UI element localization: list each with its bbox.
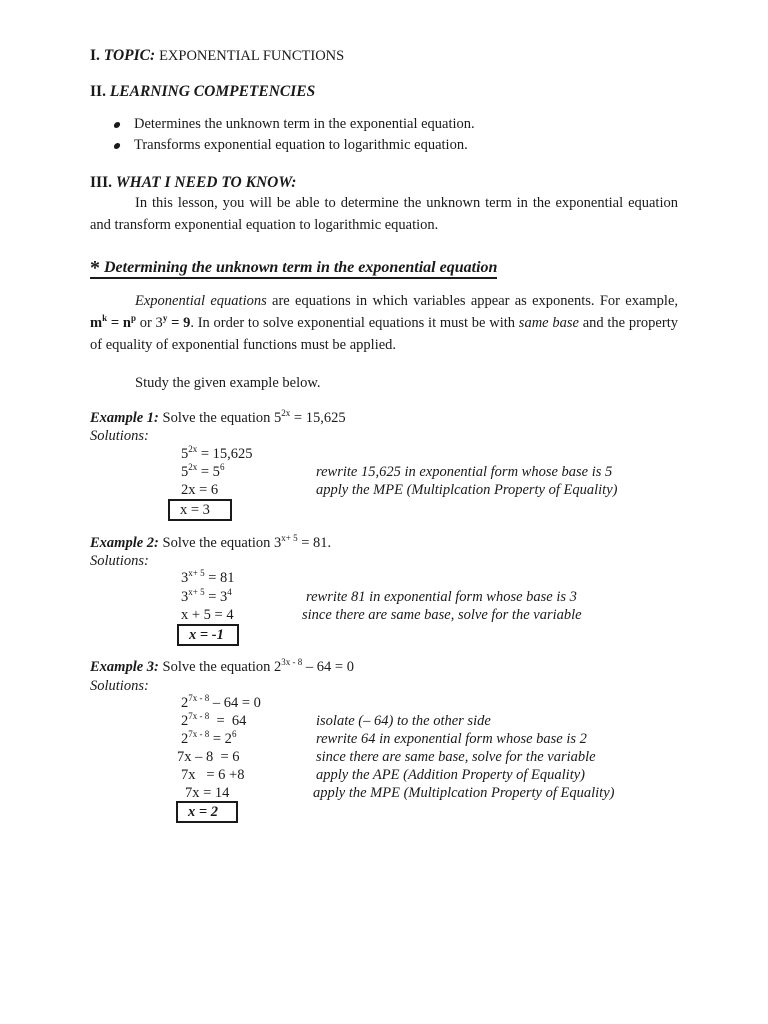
example3-solutions-label: Solutions: — [90, 678, 149, 694]
example1-solutions-label: Solutions: — [90, 428, 149, 444]
example3-step: 7x = 14 — [185, 785, 230, 801]
example3-step: $2^{7x - 8} - 64 = 0$ — [181, 693, 261, 711]
example3-intro: Example 3: Solve the equation $2^{3x - 8} - 64 = 0$ — [90, 657, 354, 675]
section-paragraph: Exponential equations are equations in which variables appear as exponents. For example, $m^k = n^p$ or $3^y = 9$. In order to solve exponential equations it must be with same base and the property of equality of exponential functions must be applied. — [90, 293, 678, 353]
example3-step: $2^{7x - 8} = 2^6$ — [181, 729, 237, 747]
example2-step: x + 5 = 4 — [181, 607, 234, 623]
need-to-know-num: III. — [90, 174, 112, 191]
topic-heading — [90, 47, 344, 65]
example3-note: apply the APE (Addition Property of Equality) — [316, 767, 586, 783]
bullet-icon — [113, 143, 121, 149]
bullet-icon — [113, 122, 121, 128]
competency-text: Transforms exponential equation to logarithmic equation. — [134, 137, 468, 153]
example1-step: 2x = 6 — [181, 482, 219, 498]
example3-answer-box: x = 2 — [176, 801, 238, 823]
topic-num: I. — [90, 47, 100, 64]
example1-label: Example 1: — [90, 410, 159, 426]
example1-intro: Example 1: Solve the equation $5^{2x} = 15,625$ — [90, 408, 346, 426]
competency-item — [114, 137, 468, 154]
example3-note: isolate (– 64) to the other side — [316, 713, 491, 729]
study-text: Study the given example below. — [135, 375, 321, 391]
example2-answer-box: x = -1 — [177, 624, 239, 646]
example3-note: since there are same base, solve for the variable — [316, 749, 596, 765]
example3-label: Example 3: — [90, 659, 159, 675]
topic-label: TOPIC: — [103, 47, 156, 64]
example2-solutions-label: Solutions: — [90, 553, 149, 569]
need-to-know-paragraph: In this lesson, you will be able to determine the unknown term in the exponential equation and transform exponential equation to logarithmic equation. — [90, 195, 678, 233]
competency-item — [114, 116, 475, 133]
example1-note: rewrite 15,625 in exponential form whose base is 5 — [316, 464, 613, 480]
competencies-num: II. — [90, 83, 106, 100]
example3-step: $2^{7x - 8} = 64$ — [181, 711, 247, 729]
example2-label: Example 2: — [90, 535, 159, 551]
example1-note: apply the MPE (Multiplcation Property of Equality) — [316, 482, 618, 498]
example3-note: apply the MPE (Multiplcation Property of Equality) — [313, 785, 615, 801]
example1-answer-box: x = 3 — [168, 499, 232, 521]
example3-step: 7x – 8 = 6 — [177, 749, 240, 765]
topic-value: EXPONENTIAL FUNCTIONS — [159, 48, 345, 64]
need-to-know-label: WHAT I NEED TO KNOW: — [115, 174, 297, 191]
section-title: Determining the unknown term in the exponential equation — [104, 259, 498, 276]
example1-step: $5^{2x} = 5^6$ — [181, 462, 225, 480]
competency-text: Determines the unknown term in the exponential equation. — [134, 116, 475, 132]
example1-step: $5^{2x} = 15,625$ — [181, 444, 253, 462]
section-heading — [90, 257, 497, 280]
example2-note: since there are same base, solve for the variable — [302, 607, 582, 623]
example2-intro: Example 2: Solve the equation $3^{x+ 5} = 81$. — [90, 533, 332, 551]
example2-step: $3^{x+ 5} = 81$ — [181, 568, 235, 586]
example3-note: rewrite 64 in exponential form whose base is 2 — [316, 731, 587, 747]
competencies-label: LEARNING COMPETENCIES — [109, 83, 316, 100]
need-to-know-heading — [90, 174, 296, 192]
example3-step: 7x = 6 +8 — [181, 767, 245, 783]
example2-step: $3^{x+ 5} = 3^4$ — [181, 587, 232, 605]
competencies-heading — [90, 83, 315, 101]
example2-note: rewrite 81 in exponential form whose base is 3 — [306, 589, 577, 605]
star-icon: * — [90, 257, 100, 279]
